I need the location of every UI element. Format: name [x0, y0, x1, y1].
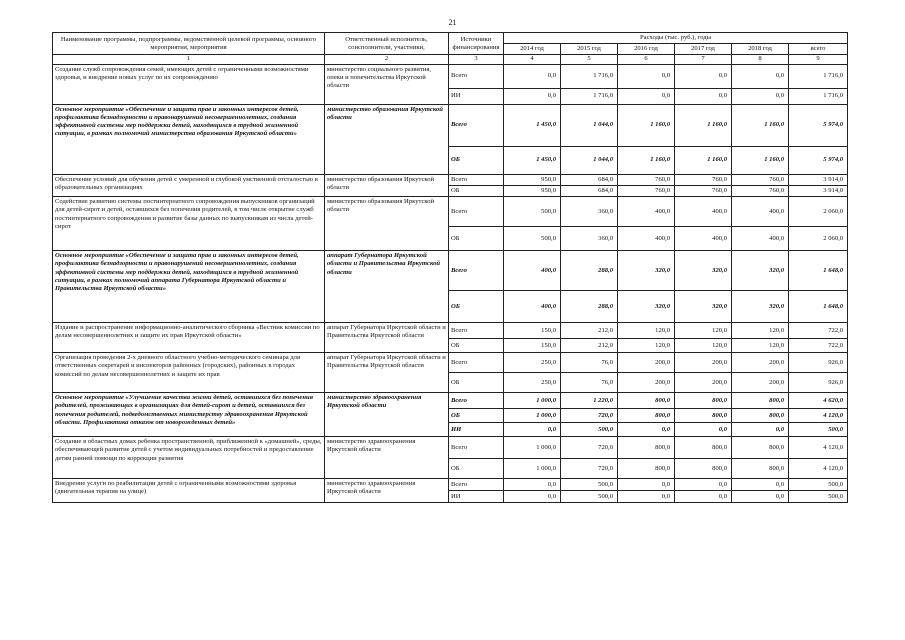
total-value: 500,0: [789, 423, 848, 437]
table-row: [53, 353, 848, 373]
year-value: 1 044,0: [561, 146, 618, 174]
year-value: 500,0: [504, 197, 561, 227]
year-value: 800,0: [675, 437, 732, 459]
year-value: 120,0: [732, 323, 789, 339]
total-value: 926,0: [789, 353, 848, 373]
year-value: 800,0: [675, 409, 732, 423]
executor: министерство образования Иркутской области: [325, 174, 449, 196]
year-value: 0,0: [618, 88, 675, 104]
funding-source: Всего: [449, 437, 504, 459]
year-value: 400,0: [675, 227, 732, 251]
funding-source: Всего: [449, 197, 504, 227]
expenses-table: [52, 32, 848, 503]
year-value: 120,0: [732, 339, 789, 353]
executor: аппарат Губернатора Иркутской области и Правительства Иркутской области: [325, 353, 449, 393]
year-value: 0,0: [618, 479, 675, 491]
year-value: 760,0: [618, 185, 675, 196]
total-value: 5 974,0: [789, 104, 848, 146]
funding-source: Всего: [449, 353, 504, 373]
funding-source: ОБ: [449, 227, 504, 251]
funding-source: Всего: [449, 64, 504, 88]
activity-name: Создание служб сопровождения семей, имеющих детей с ограниченными возможностями здоровья, и внедрение новых услуг по их сопровождению: [53, 64, 325, 104]
total-value: 3 914,0: [789, 185, 848, 196]
year-value: 0,0: [732, 479, 789, 491]
year-value: 0,0: [675, 64, 732, 88]
year-value: 150,0: [504, 339, 561, 353]
column-index: 7: [675, 55, 732, 64]
total-value: 2 060,0: [789, 227, 848, 251]
activity-name: Организация проведения 2-х дневного областного учебно-методического семинара для ответственных секретарей и инспекторов районных (городских), районных в городах комиссий по делам несовершеннолетних и защите их прав: [53, 353, 325, 393]
table-body: [53, 64, 848, 502]
year-value: 500,0: [561, 491, 618, 503]
total-value: 4 120,0: [789, 437, 848, 459]
year-value: 0,0: [675, 491, 732, 503]
table-row: [53, 251, 848, 291]
funding-source: Всего: [449, 174, 504, 185]
total-value: 2 060,0: [789, 197, 848, 227]
year-value: 120,0: [675, 339, 732, 353]
year-value: 500,0: [561, 423, 618, 437]
header-year: 2016 год: [618, 44, 675, 55]
year-value: 760,0: [675, 185, 732, 196]
activity-name: Обеспечение условий для обучения детей с умеренной и глубокой умственной отсталостью в образовательных организациях: [53, 174, 325, 196]
year-value: 320,0: [732, 291, 789, 323]
year-value: 400,0: [618, 197, 675, 227]
year-value: 360,0: [561, 227, 618, 251]
table-row: [53, 64, 848, 88]
year-value: 400,0: [732, 227, 789, 251]
year-value: 1 220,0: [561, 393, 618, 409]
year-value: 0,0: [618, 423, 675, 437]
year-value: 212,0: [561, 339, 618, 353]
executor: министерство образования Иркутской области: [325, 197, 449, 251]
page-number: 21: [448, 18, 457, 27]
header-total: всего: [789, 44, 848, 55]
year-value: 0,0: [732, 88, 789, 104]
year-value: 1 000,0: [504, 437, 561, 459]
year-value: 1 450,0: [504, 104, 561, 146]
year-value: 400,0: [504, 251, 561, 291]
header-expenses: Расходы (тыс. руб.), годы: [504, 33, 848, 44]
year-value: 200,0: [732, 373, 789, 393]
year-value: 320,0: [618, 291, 675, 323]
table-row: [53, 479, 848, 491]
year-value: 1 716,0: [561, 64, 618, 88]
funding-source: ОБ: [449, 409, 504, 423]
year-value: 150,0: [504, 323, 561, 339]
executor: министерство социального развития, опеки и попечительства Иркутской области: [325, 64, 449, 104]
table-row: [53, 197, 848, 227]
executor: аппарат Губернатора Иркутской области и Правительства Иркутской области: [325, 251, 449, 323]
year-value: 0,0: [504, 479, 561, 491]
year-value: 800,0: [732, 393, 789, 409]
year-value: 1 716,0: [561, 88, 618, 104]
year-value: 500,0: [504, 227, 561, 251]
column-index: 5: [561, 55, 618, 64]
year-value: 800,0: [675, 393, 732, 409]
funding-source: ОБ: [449, 339, 504, 353]
year-value: 800,0: [732, 459, 789, 479]
total-value: 4 120,0: [789, 409, 848, 423]
column-index: 9: [789, 55, 848, 64]
funding-source: ОБ: [449, 185, 504, 196]
year-value: 720,0: [561, 459, 618, 479]
year-value: 720,0: [561, 437, 618, 459]
column-index: 3: [449, 55, 504, 64]
year-value: 360,0: [561, 197, 618, 227]
executor: аппарат Губернатора Иркутской области и Правительства Иркутской области: [325, 323, 449, 353]
header-executor: Ответственный исполнитель, соисполнители, участники,: [325, 33, 449, 55]
year-value: 120,0: [675, 323, 732, 339]
year-value: 1 160,0: [732, 146, 789, 174]
year-value: 1 000,0: [504, 409, 561, 423]
funding-source: ОБ: [449, 373, 504, 393]
year-value: 320,0: [675, 251, 732, 291]
year-value: 288,0: [561, 291, 618, 323]
total-value: 1 716,0: [789, 64, 848, 88]
year-value: 0,0: [504, 64, 561, 88]
year-value: 212,0: [561, 323, 618, 339]
year-value: 0,0: [675, 423, 732, 437]
funding-source: ИИ: [449, 491, 504, 503]
header-year: 2014 год: [504, 44, 561, 55]
total-value: 500,0: [789, 491, 848, 503]
year-value: 120,0: [618, 323, 675, 339]
year-value: 0,0: [675, 479, 732, 491]
year-value: 1 160,0: [675, 146, 732, 174]
year-value: 0,0: [504, 423, 561, 437]
funding-source: ОБ: [449, 459, 504, 479]
column-index: 2: [325, 55, 449, 64]
year-value: 760,0: [732, 185, 789, 196]
header-source: Источники финансирования: [449, 33, 504, 55]
activity-name: Издание и распространение информационно-аналитического сборника «Вестник комиссии по делам несовершеннолетних и защите их прав Иркутской области»: [53, 323, 325, 353]
year-value: 500,0: [561, 479, 618, 491]
total-value: 1 648,0: [789, 291, 848, 323]
executor: министерство здравоохранения Иркутской области: [325, 393, 449, 437]
year-value: 320,0: [675, 291, 732, 323]
table-row: [53, 437, 848, 459]
year-value: 120,0: [618, 339, 675, 353]
year-value: 0,0: [732, 423, 789, 437]
year-value: 950,0: [504, 174, 561, 185]
total-value: 500,0: [789, 479, 848, 491]
year-value: 200,0: [675, 373, 732, 393]
total-value: 1 648,0: [789, 251, 848, 291]
year-value: 320,0: [618, 251, 675, 291]
year-value: 0,0: [618, 64, 675, 88]
executor: министерство здравоохранения Иркутской области: [325, 437, 449, 479]
year-value: 250,0: [504, 353, 561, 373]
year-value: 800,0: [618, 409, 675, 423]
column-index: 8: [732, 55, 789, 64]
year-value: 400,0: [675, 197, 732, 227]
column-index: 4: [504, 55, 561, 64]
year-value: 800,0: [732, 437, 789, 459]
funding-source: Всего: [449, 479, 504, 491]
year-value: 800,0: [675, 459, 732, 479]
year-value: 800,0: [618, 393, 675, 409]
year-value: 0,0: [675, 88, 732, 104]
funding-source: Всего: [449, 104, 504, 146]
year-value: 760,0: [618, 174, 675, 185]
year-value: 1 160,0: [618, 146, 675, 174]
funding-source: ИИ: [449, 423, 504, 437]
year-value: 400,0: [504, 291, 561, 323]
funding-source: ОБ: [449, 291, 504, 323]
activity-name: Основное мероприятие «Улучшение качества жизни детей, оставшихся без попечения родителей, проживающих в организациях для детей-сирот и детей, оставшихся без попечения родителей, подведомственных министерству здравоохранения Иркутской области. Профилактика отказов от новорожденных детей»: [53, 393, 325, 437]
year-value: 200,0: [732, 353, 789, 373]
table-row: [53, 174, 848, 185]
year-value: 1 160,0: [732, 104, 789, 146]
year-value: 800,0: [732, 409, 789, 423]
funding-source: ОБ: [449, 146, 504, 174]
year-value: 200,0: [618, 353, 675, 373]
year-value: 800,0: [618, 459, 675, 479]
year-value: 0,0: [618, 491, 675, 503]
year-value: 400,0: [732, 197, 789, 227]
year-value: 288,0: [561, 251, 618, 291]
year-value: 720,0: [561, 409, 618, 423]
table-row: [53, 393, 848, 409]
year-value: 1 000,0: [504, 459, 561, 479]
total-value: 4 120,0: [789, 459, 848, 479]
funding-source: Всего: [449, 251, 504, 291]
total-value: 5 974,0: [789, 146, 848, 174]
year-value: 1 450,0: [504, 146, 561, 174]
column-index: 1: [53, 55, 325, 64]
total-value: 722,0: [789, 339, 848, 353]
total-value: 3 914,0: [789, 174, 848, 185]
header-year: 2018 год: [732, 44, 789, 55]
total-value: 926,0: [789, 373, 848, 393]
year-value: 760,0: [675, 174, 732, 185]
executor: министерство здравоохранения Иркутской области: [325, 479, 449, 503]
funding-source: Всего: [449, 393, 504, 409]
total-value: 722,0: [789, 323, 848, 339]
year-value: 800,0: [618, 437, 675, 459]
header-year: 2017 год: [675, 44, 732, 55]
activity-name: Создание в областных домах ребенка пространственной, приближенной к «домашней», среды, обеспечивающей развитие детей с учетом индивидуальных потребностей и предоставление детям ранней помощи по коррекции развития: [53, 437, 325, 479]
year-value: 684,0: [561, 185, 618, 196]
year-value: 200,0: [618, 373, 675, 393]
year-value: 760,0: [732, 174, 789, 185]
funding-source: Всего: [449, 323, 504, 339]
year-value: 400,0: [618, 227, 675, 251]
header-year: 2015 год: [561, 44, 618, 55]
activity-name: Содействие развитию системы постинтернатного сопровождения выпускников организаций для детей-сирот и детей, оставшихся без попечения родителей, в том числе открытие служб постинтернатного сопровождения и развитие базы данных по выпускникам из числа детей-сирот: [53, 197, 325, 251]
activity-name: Основное мероприятие «Обеспечение и защита прав и законных интересов детей, профилактика безнадзорности и правонарушений несовершеннолетних, создания эффективной системы мер поддержки детей, находящихся в трудной жизненной ситуации, в рамках полномочий министерства образования Иркутской области»: [53, 104, 325, 174]
year-value: 1 160,0: [618, 104, 675, 146]
column-index: 6: [618, 55, 675, 64]
header-name: Наименование программы, подпрограммы, ведомственной целевой программы, основного мероприятия, мероприятия: [53, 33, 325, 55]
activity-name: Внедрение услуги по реабилитации детей с ограниченными возможностями здоровья (двигательная терапия на улице): [53, 479, 325, 503]
year-value: 76,0: [561, 373, 618, 393]
year-value: 320,0: [732, 251, 789, 291]
table-row: [53, 104, 848, 146]
year-value: 0,0: [732, 491, 789, 503]
year-value: 0,0: [732, 64, 789, 88]
total-value: 1 716,0: [789, 88, 848, 104]
year-value: 1 160,0: [675, 104, 732, 146]
executor: министерство образования Иркутской области: [325, 104, 449, 174]
activity-name: Основное мероприятие «Обеспечение и защита прав и законных интересов детей, профилактика безнадзорности и правонарушений несовершеннолетних, создания эффективной системы мер поддержки детей, находящихся в трудной жизненной ситуации, в рамках полномочий аппарата Губернатора Иркутской области и Правительства Иркутской области»: [53, 251, 325, 323]
total-value: 4 620,0: [789, 393, 848, 409]
year-value: 0,0: [504, 88, 561, 104]
year-value: 200,0: [675, 353, 732, 373]
year-value: 0,0: [504, 491, 561, 503]
funding-source: ИИ: [449, 88, 504, 104]
year-value: 950,0: [504, 185, 561, 196]
year-value: 1 000,0: [504, 393, 561, 409]
table-row: [53, 323, 848, 339]
year-value: 250,0: [504, 373, 561, 393]
year-value: 76,0: [561, 353, 618, 373]
year-value: 684,0: [561, 174, 618, 185]
year-value: 1 044,0: [561, 104, 618, 146]
